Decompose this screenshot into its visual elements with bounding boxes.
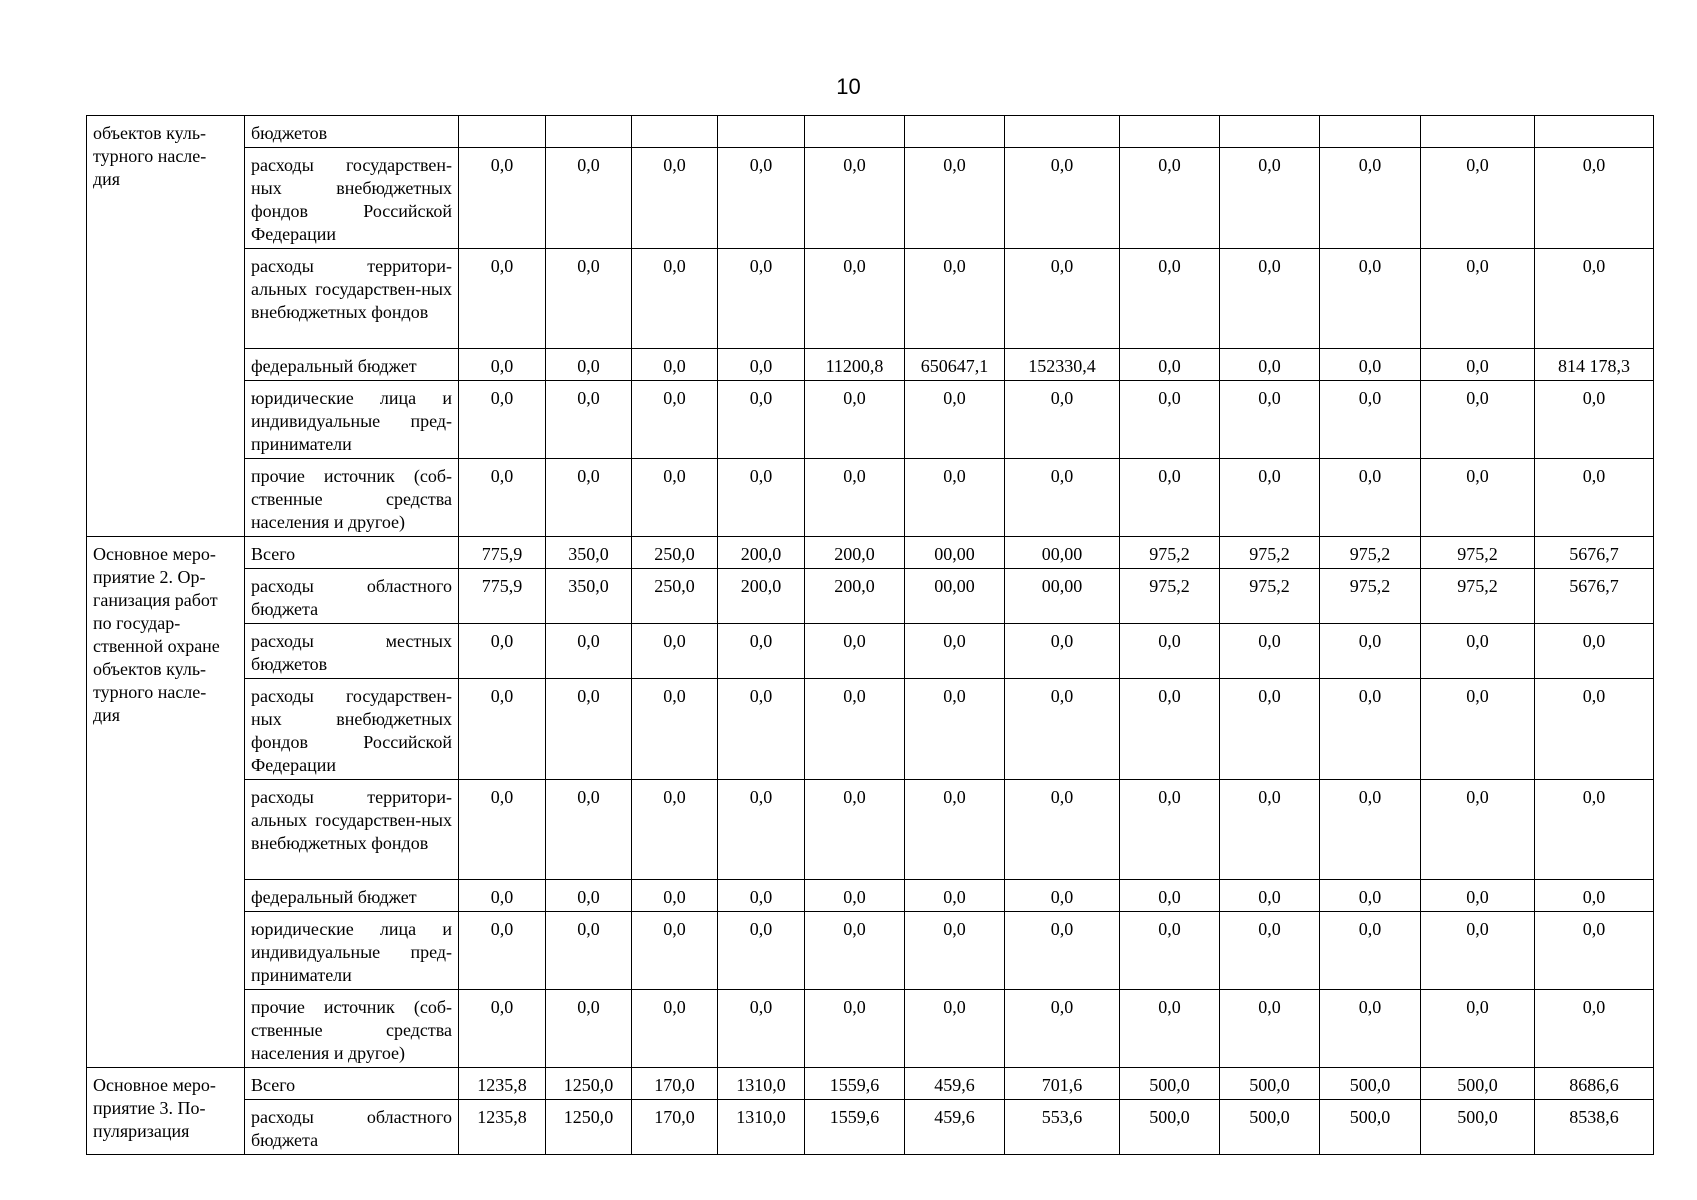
value-cell: 0,0 — [905, 880, 1005, 912]
value-cell: 459,6 — [905, 1100, 1005, 1155]
value-cell: 0,0 — [1120, 679, 1220, 780]
value-cell: 0,0 — [1320, 459, 1421, 537]
value-cell: 8538,6 — [1535, 1100, 1654, 1155]
value-cell: 0,0 — [1535, 679, 1654, 780]
value-cell: 0,0 — [718, 148, 805, 249]
value-cell: 1250,0 — [546, 1068, 632, 1100]
value-cell: 00,00 — [1005, 537, 1120, 569]
value-cell: 0,0 — [632, 459, 718, 537]
value-cell: 0,0 — [1320, 880, 1421, 912]
value-cell: 200,0 — [718, 569, 805, 624]
value-cell: 0,0 — [546, 679, 632, 780]
value-cell: 0,0 — [459, 880, 546, 912]
value-cell: 650647,1 — [905, 349, 1005, 381]
value-cell: 0,0 — [1320, 148, 1421, 249]
funding-source-cell: прочие источник (соб-ственные средства населения и другое) — [245, 990, 459, 1068]
value-cell: 0,0 — [1535, 990, 1654, 1068]
value-cell: 0,0 — [1421, 349, 1535, 381]
value-cell: 500,0 — [1320, 1100, 1421, 1155]
value-cell: 0,0 — [632, 148, 718, 249]
value-cell: 0,0 — [1320, 349, 1421, 381]
value-cell: 250,0 — [632, 569, 718, 624]
value-cell: 0,0 — [1005, 459, 1120, 537]
value-cell: 0,0 — [632, 624, 718, 679]
value-cell: 350,0 — [546, 537, 632, 569]
value-cell: 00,00 — [905, 537, 1005, 569]
value-cell: 0,0 — [1005, 880, 1120, 912]
table-row — [87, 912, 1654, 990]
table-row — [87, 249, 1654, 349]
value-cell: 0,0 — [546, 624, 632, 679]
value-cell: 0,0 — [459, 349, 546, 381]
value-cell: 0,0 — [905, 249, 1005, 349]
value-cell: 11200,8 — [805, 349, 905, 381]
value-cell: 0,0 — [459, 990, 546, 1068]
value-cell: 0,0 — [1421, 249, 1535, 349]
value-cell — [459, 116, 546, 148]
value-cell: 0,0 — [718, 349, 805, 381]
value-cell: 0,0 — [1421, 624, 1535, 679]
funding-source-cell: федеральный бюджет — [245, 880, 459, 912]
table-row — [87, 679, 1654, 780]
funding-source-cell: расходы государствен-ных внебюджетных фондов Российской Федерации — [245, 679, 459, 780]
value-cell: 0,0 — [546, 148, 632, 249]
value-cell: 0,0 — [1535, 381, 1654, 459]
table-row — [87, 459, 1654, 537]
value-cell: 0,0 — [1421, 912, 1535, 990]
value-cell: 0,0 — [1120, 459, 1220, 537]
value-cell: 170,0 — [632, 1068, 718, 1100]
value-cell: 0,0 — [1220, 679, 1320, 780]
value-cell: 0,0 — [1421, 679, 1535, 780]
value-cell: 0,0 — [632, 912, 718, 990]
value-cell — [632, 116, 718, 148]
event-name-cell: объектов куль- турного насле- дия — [87, 116, 245, 537]
value-cell: 0,0 — [805, 990, 905, 1068]
value-cell: 553,6 — [1005, 1100, 1120, 1155]
value-cell: 0,0 — [805, 679, 905, 780]
value-cell: 0,0 — [1120, 990, 1220, 1068]
value-cell: 0,0 — [1005, 249, 1120, 349]
value-cell: 0,0 — [1535, 912, 1654, 990]
value-cell: 0,0 — [905, 624, 1005, 679]
value-cell: 0,0 — [546, 990, 632, 1068]
value-cell: 975,2 — [1421, 569, 1535, 624]
value-cell: 0,0 — [1320, 381, 1421, 459]
value-cell: 0,0 — [546, 459, 632, 537]
value-cell: 0,0 — [1421, 880, 1535, 912]
funding-source-cell: прочие источник (соб-ственные средства населения и другое) — [245, 459, 459, 537]
value-cell: 0,0 — [1535, 624, 1654, 679]
value-cell: 0,0 — [459, 249, 546, 349]
value-cell: 0,0 — [459, 912, 546, 990]
value-cell: 0,0 — [905, 381, 1005, 459]
value-cell: 975,2 — [1320, 537, 1421, 569]
value-cell: 500,0 — [1120, 1068, 1220, 1100]
value-cell: 0,0 — [905, 990, 1005, 1068]
value-cell: 0,0 — [1120, 349, 1220, 381]
value-cell: 0,0 — [1120, 148, 1220, 249]
value-cell: 00,00 — [905, 569, 1005, 624]
value-cell: 0,0 — [805, 148, 905, 249]
value-cell: 0,0 — [459, 148, 546, 249]
value-cell — [546, 116, 632, 148]
value-cell: 0,0 — [1005, 990, 1120, 1068]
value-cell — [1220, 116, 1320, 148]
value-cell: 0,0 — [805, 912, 905, 990]
budget-table — [86, 115, 1654, 1155]
funding-source-cell: расходы областного бюджета — [245, 569, 459, 624]
table-row — [87, 537, 1654, 569]
value-cell: 0,0 — [1421, 990, 1535, 1068]
value-cell: 1310,0 — [718, 1100, 805, 1155]
table-row — [87, 1100, 1654, 1155]
value-cell: 0,0 — [1120, 912, 1220, 990]
table-row — [87, 381, 1654, 459]
value-cell: 250,0 — [632, 537, 718, 569]
value-cell: 0,0 — [459, 381, 546, 459]
value-cell: 00,00 — [1005, 569, 1120, 624]
value-cell: 8686,6 — [1535, 1068, 1654, 1100]
value-cell: 0,0 — [1421, 780, 1535, 880]
value-cell — [718, 116, 805, 148]
value-cell: 200,0 — [805, 537, 905, 569]
value-cell: 0,0 — [718, 912, 805, 990]
value-cell: 0,0 — [546, 912, 632, 990]
value-cell: 459,6 — [905, 1068, 1005, 1100]
value-cell: 0,0 — [805, 880, 905, 912]
value-cell: 5676,7 — [1535, 569, 1654, 624]
event-name-cell: Основное меро- приятие 2. Ор- ганизация работ по государ- ственной охране объектов куль- турного насле- дия — [87, 537, 245, 1068]
value-cell: 0,0 — [718, 990, 805, 1068]
value-cell: 0,0 — [1320, 624, 1421, 679]
table-row — [87, 1068, 1654, 1100]
value-cell — [1120, 116, 1220, 148]
value-cell: 814 178,3 — [1535, 349, 1654, 381]
value-cell: 0,0 — [1220, 381, 1320, 459]
value-cell: 975,2 — [1120, 537, 1220, 569]
value-cell: 0,0 — [1220, 624, 1320, 679]
funding-source-cell: расходы местных бюджетов — [245, 624, 459, 679]
value-cell: 0,0 — [1220, 912, 1320, 990]
value-cell: 0,0 — [632, 679, 718, 780]
value-cell: 701,6 — [1005, 1068, 1120, 1100]
value-cell: 0,0 — [805, 459, 905, 537]
value-cell: 152330,4 — [1005, 349, 1120, 381]
value-cell: 0,0 — [632, 249, 718, 349]
value-cell: 0,0 — [905, 148, 1005, 249]
value-cell: 0,0 — [1220, 459, 1320, 537]
value-cell: 0,0 — [1005, 381, 1120, 459]
funding-source-cell: расходы государствен-ных внебюджетных фондов Российской Федерации — [245, 148, 459, 249]
value-cell: 975,2 — [1220, 537, 1320, 569]
value-cell: 0,0 — [1535, 148, 1654, 249]
value-cell: 0,0 — [1535, 249, 1654, 349]
table-row — [87, 569, 1654, 624]
value-cell: 775,9 — [459, 537, 546, 569]
value-cell: 0,0 — [1005, 148, 1120, 249]
value-cell: 0,0 — [1005, 780, 1120, 880]
value-cell: 0,0 — [805, 780, 905, 880]
value-cell: 0,0 — [1320, 249, 1421, 349]
value-cell: 0,0 — [632, 780, 718, 880]
value-cell: 0,0 — [459, 459, 546, 537]
value-cell: 0,0 — [1535, 780, 1654, 880]
value-cell: 0,0 — [632, 349, 718, 381]
value-cell: 0,0 — [905, 459, 1005, 537]
value-cell: 1310,0 — [718, 1068, 805, 1100]
value-cell: 500,0 — [1220, 1068, 1320, 1100]
value-cell: 975,2 — [1421, 537, 1535, 569]
value-cell: 5676,7 — [1535, 537, 1654, 569]
value-cell: 975,2 — [1220, 569, 1320, 624]
table-row — [87, 780, 1654, 880]
value-cell: 0,0 — [632, 381, 718, 459]
value-cell: 500,0 — [1320, 1068, 1421, 1100]
value-cell: 0,0 — [1120, 381, 1220, 459]
value-cell: 500,0 — [1220, 1100, 1320, 1155]
value-cell: 500,0 — [1120, 1100, 1220, 1155]
value-cell: 0,0 — [632, 990, 718, 1068]
value-cell — [1421, 116, 1535, 148]
value-cell: 0,0 — [1535, 880, 1654, 912]
value-cell: 0,0 — [1421, 148, 1535, 249]
value-cell: 0,0 — [546, 349, 632, 381]
value-cell: 0,0 — [1120, 880, 1220, 912]
value-cell: 0,0 — [805, 249, 905, 349]
value-cell: 0,0 — [1421, 459, 1535, 537]
value-cell: 500,0 — [1421, 1100, 1535, 1155]
value-cell: 200,0 — [805, 569, 905, 624]
funding-source-cell: Всего — [245, 1068, 459, 1100]
table-row — [87, 880, 1654, 912]
value-cell: 0,0 — [1535, 459, 1654, 537]
value-cell: 0,0 — [718, 624, 805, 679]
value-cell — [805, 116, 905, 148]
value-cell: 500,0 — [1421, 1068, 1535, 1100]
value-cell: 0,0 — [546, 381, 632, 459]
value-cell: 1235,8 — [459, 1100, 546, 1155]
value-cell: 0,0 — [459, 780, 546, 880]
value-cell: 0,0 — [1220, 148, 1320, 249]
value-cell: 200,0 — [718, 537, 805, 569]
table-row — [87, 990, 1654, 1068]
value-cell — [1535, 116, 1654, 148]
value-cell: 0,0 — [805, 381, 905, 459]
value-cell: 0,0 — [1320, 679, 1421, 780]
value-cell: 0,0 — [905, 780, 1005, 880]
value-cell: 1235,8 — [459, 1068, 546, 1100]
value-cell: 0,0 — [805, 624, 905, 679]
value-cell: 0,0 — [718, 249, 805, 349]
value-cell: 0,0 — [1220, 780, 1320, 880]
value-cell: 0,0 — [546, 880, 632, 912]
table-row — [87, 349, 1654, 381]
value-cell: 0,0 — [1320, 990, 1421, 1068]
value-cell: 0,0 — [905, 912, 1005, 990]
value-cell: 0,0 — [718, 780, 805, 880]
value-cell: 1559,6 — [805, 1100, 905, 1155]
value-cell: 0,0 — [459, 679, 546, 780]
funding-source-cell: юридические лица и индивидуальные пред-приниматели — [245, 912, 459, 990]
value-cell: 170,0 — [632, 1100, 718, 1155]
value-cell: 0,0 — [1005, 679, 1120, 780]
value-cell: 0,0 — [1220, 990, 1320, 1068]
value-cell: 0,0 — [546, 780, 632, 880]
value-cell: 0,0 — [632, 880, 718, 912]
value-cell: 0,0 — [718, 459, 805, 537]
value-cell: 0,0 — [718, 381, 805, 459]
value-cell: 775,9 — [459, 569, 546, 624]
value-cell — [1320, 116, 1421, 148]
funding-source-cell: Всего — [245, 537, 459, 569]
table-row — [87, 116, 1654, 148]
value-cell: 0,0 — [905, 679, 1005, 780]
table-row — [87, 624, 1654, 679]
value-cell: 0,0 — [1220, 880, 1320, 912]
value-cell: 0,0 — [1220, 349, 1320, 381]
funding-source-cell: расходы областного бюджета — [245, 1100, 459, 1155]
value-cell: 0,0 — [718, 880, 805, 912]
table-row — [87, 148, 1654, 249]
value-cell: 0,0 — [1421, 381, 1535, 459]
value-cell: 0,0 — [1120, 624, 1220, 679]
funding-source-cell: расходы территори-альных государствен-ных внебюджетных фондов — [245, 249, 459, 349]
funding-source-cell: федеральный бюджет — [245, 349, 459, 381]
funding-source-cell: расходы территори-альных государствен-ных внебюджетных фондов — [245, 780, 459, 880]
value-cell: 0,0 — [1005, 912, 1120, 990]
value-cell: 0,0 — [546, 249, 632, 349]
value-cell: 975,2 — [1320, 569, 1421, 624]
value-cell: 0,0 — [718, 679, 805, 780]
value-cell: 0,0 — [1120, 249, 1220, 349]
value-cell — [905, 116, 1005, 148]
value-cell: 0,0 — [1005, 624, 1120, 679]
value-cell: 1250,0 — [546, 1100, 632, 1155]
funding-source-cell: юридические лица и индивидуальные пред-приниматели — [245, 381, 459, 459]
value-cell: 0,0 — [1320, 912, 1421, 990]
value-cell — [1005, 116, 1120, 148]
value-cell: 0,0 — [459, 624, 546, 679]
value-cell: 0,0 — [1320, 780, 1421, 880]
value-cell: 975,2 — [1120, 569, 1220, 624]
value-cell: 1559,6 — [805, 1068, 905, 1100]
value-cell: 350,0 — [546, 569, 632, 624]
event-name-cell: Основное меро- приятие 3. По- пуляризация — [87, 1068, 245, 1155]
value-cell: 0,0 — [1120, 780, 1220, 880]
value-cell: 0,0 — [1220, 249, 1320, 349]
page-number: 10 — [836, 74, 861, 99]
funding-source-cell: бюджетов — [245, 116, 459, 148]
